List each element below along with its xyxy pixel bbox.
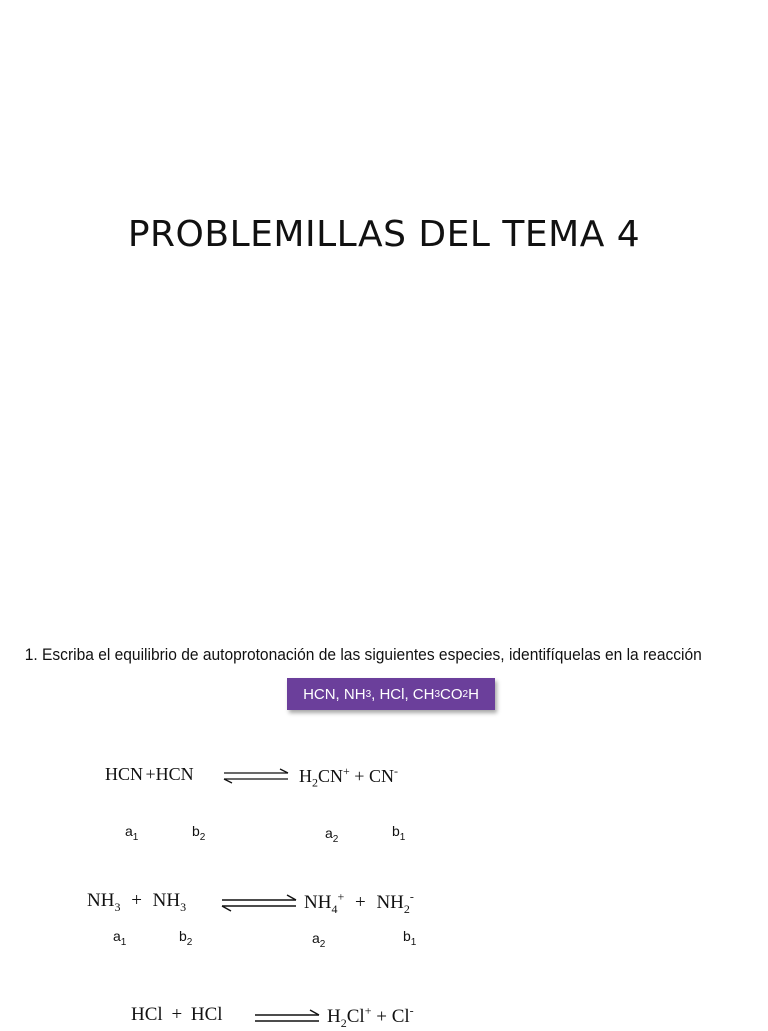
eq1-plus-1: +: [145, 764, 156, 784]
eq2-product-1: [304, 890, 345, 917]
eq2-label-b2: [179, 928, 192, 948]
eq2-plus-2: +: [354, 892, 366, 914]
eq3-p2-charge: -: [409, 1004, 414, 1018]
eq3-p1-cl: Cl: [346, 1006, 365, 1028]
label-index: 2: [319, 938, 326, 950]
eq1-reactant-2: HCN: [155, 764, 194, 784]
label-letter: a: [113, 928, 121, 944]
eq2-p2-sub: 2: [403, 902, 410, 917]
eq3-plus-1: +: [171, 1004, 183, 1025]
eq3-reactant-1: HCl: [131, 1004, 163, 1025]
eq3-reactants: [131, 1004, 223, 1026]
eq3-plus-2: +: [376, 1006, 387, 1028]
label-letter: a: [312, 930, 320, 946]
eq3-p1-charge: +: [364, 1004, 372, 1018]
label-letter: b: [403, 928, 411, 944]
eq1-plus-2: +: [354, 766, 365, 786]
species-text-3: CO: [440, 685, 463, 703]
species-text-2: , HCl, CH: [371, 685, 435, 703]
eq1-product-1-charge: +: [343, 764, 350, 778]
eq1-reactant-1: HCN: [105, 764, 144, 784]
eq2-r1-text: NH: [87, 890, 115, 911]
eq1-product-2: CN: [368, 766, 394, 786]
eq3-arrow-icon: [253, 1008, 323, 1024]
eq1-label-b1: [392, 823, 405, 843]
eq2-reactant-1: [87, 890, 121, 914]
page-title: PROBLEMILLAS DEL TEMA 4: [127, 214, 641, 255]
species-sub-2: 3: [434, 688, 441, 700]
eq2-reactant-2: [152, 890, 187, 914]
label-index: 2: [199, 831, 206, 843]
eq1-label-a2: [325, 825, 338, 845]
species-text-4: H: [468, 685, 479, 703]
species-box: [287, 678, 495, 710]
eq3-p1-sub: 2: [340, 1016, 347, 1031]
eq3-p1-h: H: [327, 1006, 341, 1028]
eq2-p1-text: NH: [304, 892, 332, 914]
eq2-p1-sub: 4: [331, 902, 338, 917]
eq1-product-1-cn: CN: [318, 766, 344, 786]
eq3-product-2: [392, 1006, 414, 1027]
species-sub-1: 3: [365, 688, 372, 700]
eq1-product-1-sub: 2: [312, 775, 318, 790]
species-text-1: HCN, NH: [303, 685, 366, 703]
label-letter: b: [179, 928, 187, 944]
eq1-label-b2: [192, 823, 205, 843]
eq2-r1-sub: 3: [114, 899, 121, 914]
eq1-products: [299, 764, 398, 791]
eq3-p2-text: Cl: [391, 1006, 410, 1028]
label-index: 1: [410, 936, 417, 948]
eq2-label-b1: [403, 928, 416, 948]
label-index: 2: [186, 936, 193, 948]
label-index: 1: [132, 831, 139, 843]
label-index: 1: [120, 936, 127, 948]
label-letter: a: [325, 825, 333, 841]
eq2-r2-text: NH: [152, 890, 181, 911]
label-letter: b: [392, 823, 400, 839]
eq1-equilibrium-arrow-icon: [222, 766, 292, 786]
species-sub-3: 2: [462, 688, 469, 700]
eq2-p2-text: NH: [376, 892, 404, 914]
eq2-reactants: [87, 890, 186, 915]
eq2-equilibrium-arrow-icon: [220, 893, 300, 913]
eq2-r2-sub: 3: [180, 899, 187, 914]
eq1-product-1-h: H: [299, 766, 312, 786]
eq2-p2-charge: -: [409, 890, 414, 904]
label-letter: b: [192, 823, 200, 839]
eq3-reactant-2: HCl: [190, 1004, 223, 1025]
eq2-plus-1: +: [131, 890, 142, 911]
eq2-label-a2: [312, 930, 325, 950]
eq2-label-a1: [113, 928, 126, 948]
label-index: 2: [332, 833, 339, 845]
eq1-label-a1: [125, 823, 138, 843]
eq2-product-2: [376, 890, 414, 917]
eq2-products: [304, 890, 414, 917]
eq3-product-1: [327, 1004, 372, 1031]
eq3-products: [327, 1004, 414, 1031]
eq2-p1-charge: +: [337, 890, 345, 904]
label-index: 1: [399, 831, 406, 843]
question-text: 1. Escriba el equilibrio de autoprotonación de las siguientes especies, identifíquelas en la reacción: [24, 645, 702, 664]
eq1-product-2-charge: -: [393, 764, 398, 778]
eq1-reactants: [105, 764, 194, 785]
label-letter: a: [125, 823, 133, 839]
